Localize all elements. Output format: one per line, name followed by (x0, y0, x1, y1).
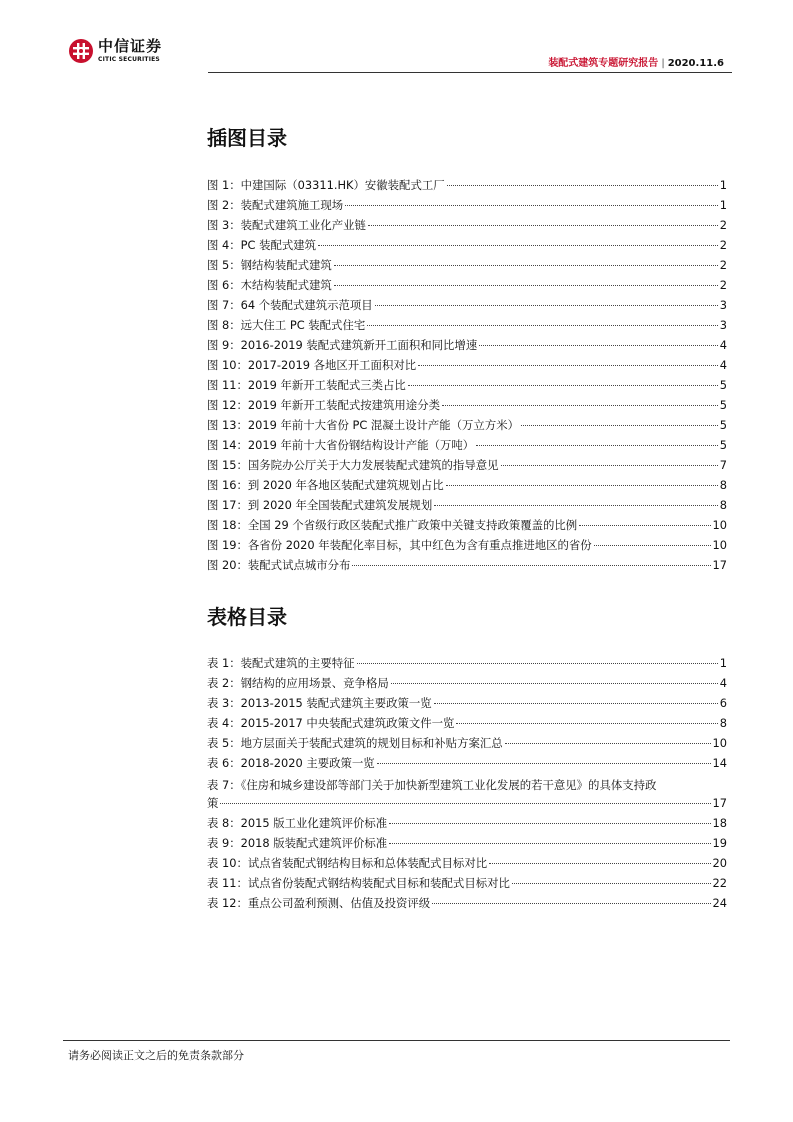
toc-leader-dots (377, 763, 711, 764)
toc-entry-page: 22 (712, 876, 727, 890)
meta-separator: | (661, 58, 665, 69)
tables-toc-section (207, 604, 727, 915)
toc-entry-label: 图 17：到 2020 年全国装配式建筑发展规划 (207, 498, 433, 512)
toc-entry-page: 5 (719, 418, 727, 432)
header-divider (208, 72, 732, 73)
toc-entry-label: 图 14：2019 年前十大省份钢结构设计产能（万吨） (207, 438, 475, 452)
toc-entry-page: 8 (719, 478, 727, 492)
toc-leader-dots (434, 703, 718, 704)
logo-english-text: CITIC SECURITIES (98, 56, 160, 63)
toc-entry[interactable] (207, 675, 727, 695)
toc-entry[interactable] (207, 557, 727, 577)
toc-leader-dots (476, 445, 718, 446)
toc-entry-label: 表 8：2015 版工业化建筑评价标准 (207, 816, 388, 830)
toc-entry-page: 3 (719, 298, 727, 312)
toc-entry-label: 图 15：国务院办公厅关于大力发展装配式建筑的指导意见 (207, 458, 499, 472)
toc-leader-dots (391, 683, 718, 684)
toc-entry-label: 表 6：2018-2020 主要政策一览 (207, 756, 375, 770)
toc-leader-dots (389, 843, 710, 844)
toc-leader-dots (521, 425, 718, 426)
toc-entry[interactable] (207, 655, 727, 675)
toc-leader-dots (594, 545, 711, 546)
toc-entry-page: 6 (719, 696, 727, 710)
toc-entry[interactable] (207, 835, 727, 855)
toc-entry-page: 1 (719, 198, 727, 212)
toc-leader-dots (489, 863, 710, 864)
toc-entry-label: 表 5：地方层面关于装配式建筑的规划目标和补贴方案汇总 (207, 736, 503, 750)
toc-entry-page: 1 (719, 178, 727, 192)
toc-entry-label: 图 10：2017-2019 各地区开工面积对比 (207, 358, 417, 372)
toc-leader-dots (442, 405, 718, 406)
toc-entry[interactable] (207, 177, 727, 197)
toc-leader-dots (456, 723, 717, 724)
toc-entry-page: 20 (712, 856, 727, 870)
toc-entry-label: 图 16：到 2020 年各地区装配式建筑规划占比 (207, 478, 444, 492)
toc-entry-label: 图 4：PC 装配式建筑 (207, 238, 317, 252)
toc-entry-page: 10 (712, 538, 727, 552)
toc-leader-dots (352, 565, 710, 566)
toc-entry[interactable] (207, 497, 727, 517)
report-title: 装配式建筑专题研究报告 (548, 58, 659, 69)
toc-entry-label: 图 3：装配式建筑工业化产业链 (207, 218, 366, 232)
toc-entry-page: 2 (719, 238, 727, 252)
toc-entry-label: 表 4：2015-2017 中央装配式建筑政策文件一览 (207, 716, 455, 730)
figures-toc-title: 插图目录 (207, 126, 287, 150)
toc-entry[interactable] (207, 217, 727, 237)
toc-entry-page: 4 (719, 338, 727, 352)
toc-entry[interactable] (207, 297, 727, 317)
toc-entry-page: 17 (712, 796, 727, 810)
toc-leader-dots (434, 505, 718, 506)
toc-leader-dots (447, 185, 718, 186)
toc-entry[interactable] (207, 735, 727, 755)
toc-entry[interactable] (207, 477, 727, 497)
toc-entry-page: 17 (712, 558, 727, 572)
footer-divider (63, 1040, 730, 1041)
toc-entry-label: 图 7：64 个装配式建筑示范项目 (207, 298, 373, 312)
toc-leader-dots (334, 285, 718, 286)
toc-entry-wrapped[interactable] (207, 775, 727, 815)
toc-leader-dots (345, 205, 718, 206)
toc-entry-page: 5 (719, 378, 727, 392)
toc-entry-page: 14 (712, 756, 727, 770)
toc-entry-label: 图 12：2019 年新开工装配式按建筑用途分类 (207, 398, 440, 412)
toc-leader-dots (501, 465, 718, 466)
logo-chinese-text: 中信证券 (98, 37, 163, 55)
toc-entry[interactable] (207, 337, 727, 357)
toc-leader-dots (220, 803, 710, 804)
toc-entry-label: 表 9：2018 版装配式建筑评价标准 (207, 836, 388, 850)
toc-entry-label: 表 12：重点公司盈利预测、估值及投资评级 (207, 896, 431, 910)
toc-entry-page: 5 (719, 438, 727, 452)
page-header (68, 38, 732, 74)
toc-entry[interactable] (207, 317, 727, 337)
toc-entry-page: 3 (719, 318, 727, 332)
toc-entry[interactable] (207, 417, 727, 437)
toc-entry[interactable] (207, 875, 727, 895)
toc-entry-page: 4 (719, 676, 727, 690)
toc-entry-label: 表 2：钢结构的应用场景、竞争格局 (207, 676, 389, 690)
toc-leader-dots (505, 743, 711, 744)
toc-entry-page: 8 (719, 498, 727, 512)
toc-entry[interactable] (207, 397, 727, 417)
toc-entry-page: 2 (719, 258, 727, 272)
toc-leader-dots (479, 345, 718, 346)
footer-disclaimer: 请务必阅读正文之后的免责条款部分 (68, 1049, 244, 1062)
toc-leader-dots (418, 365, 718, 366)
toc-entry[interactable] (207, 695, 727, 715)
toc-entry-page: 4 (719, 358, 727, 372)
figures-toc-section (207, 125, 727, 577)
toc-entry-page: 8 (719, 716, 727, 730)
toc-entry-label: 表 10：试点省装配式钢结构目标和总体装配式目标对比 (207, 856, 488, 870)
report-date: 2020.11.6 (667, 58, 724, 69)
toc-entry-page: 24 (712, 896, 727, 910)
toc-leader-dots (357, 663, 718, 664)
toc-entry-page: 18 (712, 816, 727, 830)
toc-entry-page: 10 (712, 518, 727, 532)
toc-leader-dots (318, 245, 718, 246)
toc-leader-dots (512, 883, 711, 884)
toc-entry[interactable] (207, 755, 727, 775)
tables-toc-list-continued (207, 815, 727, 915)
toc-entry-line2 (207, 795, 727, 815)
toc-entry[interactable] (207, 377, 727, 397)
toc-entry-page: 10 (712, 736, 727, 750)
report-meta (548, 54, 724, 69)
toc-entry-label: 图 5：钢结构装配式建筑 (207, 258, 332, 272)
toc-leader-dots (432, 903, 710, 904)
figures-toc-list (207, 177, 727, 577)
toc-entry-label: 表 11：试点省份装配式钢结构装配式目标和装配式目标对比 (207, 876, 510, 890)
toc-entry-page: 2 (719, 278, 727, 292)
toc-entry[interactable] (207, 357, 727, 377)
citic-logo (68, 38, 162, 64)
toc-entry-label: 图 18：全国 29 个省级行政区装配式推广政策中关键支持政策覆盖的比例 (207, 518, 578, 532)
toc-entry-label: 表 3：2013-2015 装配式建筑主要政策一览 (207, 696, 432, 710)
toc-entry[interactable] (207, 257, 727, 277)
toc-entry[interactable] (207, 457, 727, 477)
tables-toc-list (207, 655, 727, 775)
toc-leader-dots (367, 325, 718, 326)
toc-entry[interactable] (207, 537, 727, 557)
toc-entry[interactable] (207, 437, 727, 457)
toc-entry-page: 19 (712, 836, 727, 850)
toc-leader-dots (375, 305, 718, 306)
toc-entry-label-line2: 策 (207, 796, 219, 810)
toc-entry-label: 图 19：各省份 2020 年装配化率目标，其中红色为含有重点推进地区的省份 (207, 538, 592, 552)
toc-entry[interactable] (207, 517, 727, 537)
toc-leader-dots (389, 823, 710, 824)
toc-entry[interactable] (207, 895, 727, 915)
toc-entry-label: 图 1：中建国际（03311.HK）安徽装配式工厂 (207, 178, 445, 192)
toc-leader-dots (579, 525, 710, 526)
toc-leader-dots (368, 225, 718, 226)
toc-entry[interactable] (207, 815, 727, 835)
toc-entry-label: 图 8：远大住工 PC 装配式住宅 (207, 318, 366, 332)
toc-entry-label: 图 11：2019 年新开工装配式三类占比 (207, 378, 406, 392)
toc-entry-label: 表 1：装配式建筑的主要特征 (207, 656, 355, 670)
tables-toc-title: 表格目录 (207, 605, 287, 629)
toc-entry[interactable] (207, 715, 727, 735)
toc-entry[interactable] (207, 855, 727, 875)
toc-leader-dots (446, 485, 718, 486)
citic-emblem-icon (68, 38, 94, 64)
toc-leader-dots (408, 385, 718, 386)
toc-entry-label: 图 6：木结构装配式建筑 (207, 278, 332, 292)
toc-entry-page: 5 (719, 398, 727, 412)
toc-entry-page: 1 (719, 656, 727, 670)
toc-entry-label: 图 20：装配式试点城市分布 (207, 558, 351, 572)
toc-entry-label: 图 13：2019 年前十大省份 PC 混凝土设计产能（万立方米） (207, 418, 519, 432)
toc-entry-page: 7 (719, 458, 727, 472)
toc-entry[interactable] (207, 237, 727, 257)
toc-entry[interactable] (207, 197, 727, 217)
toc-entry-label-line1: 表 7：《住房和城乡建设部等部门关于加快新型建筑工业化发展的若干意见》的具体支持政 (207, 778, 657, 792)
toc-entry-label: 图 2：装配式建筑施工现场 (207, 198, 344, 212)
toc-entry-page: 2 (719, 218, 727, 232)
toc-entry-label: 图 9：2016-2019 装配式建筑新开工面积和同比增速 (207, 338, 478, 352)
toc-leader-dots (334, 265, 718, 266)
toc-entry[interactable] (207, 277, 727, 297)
